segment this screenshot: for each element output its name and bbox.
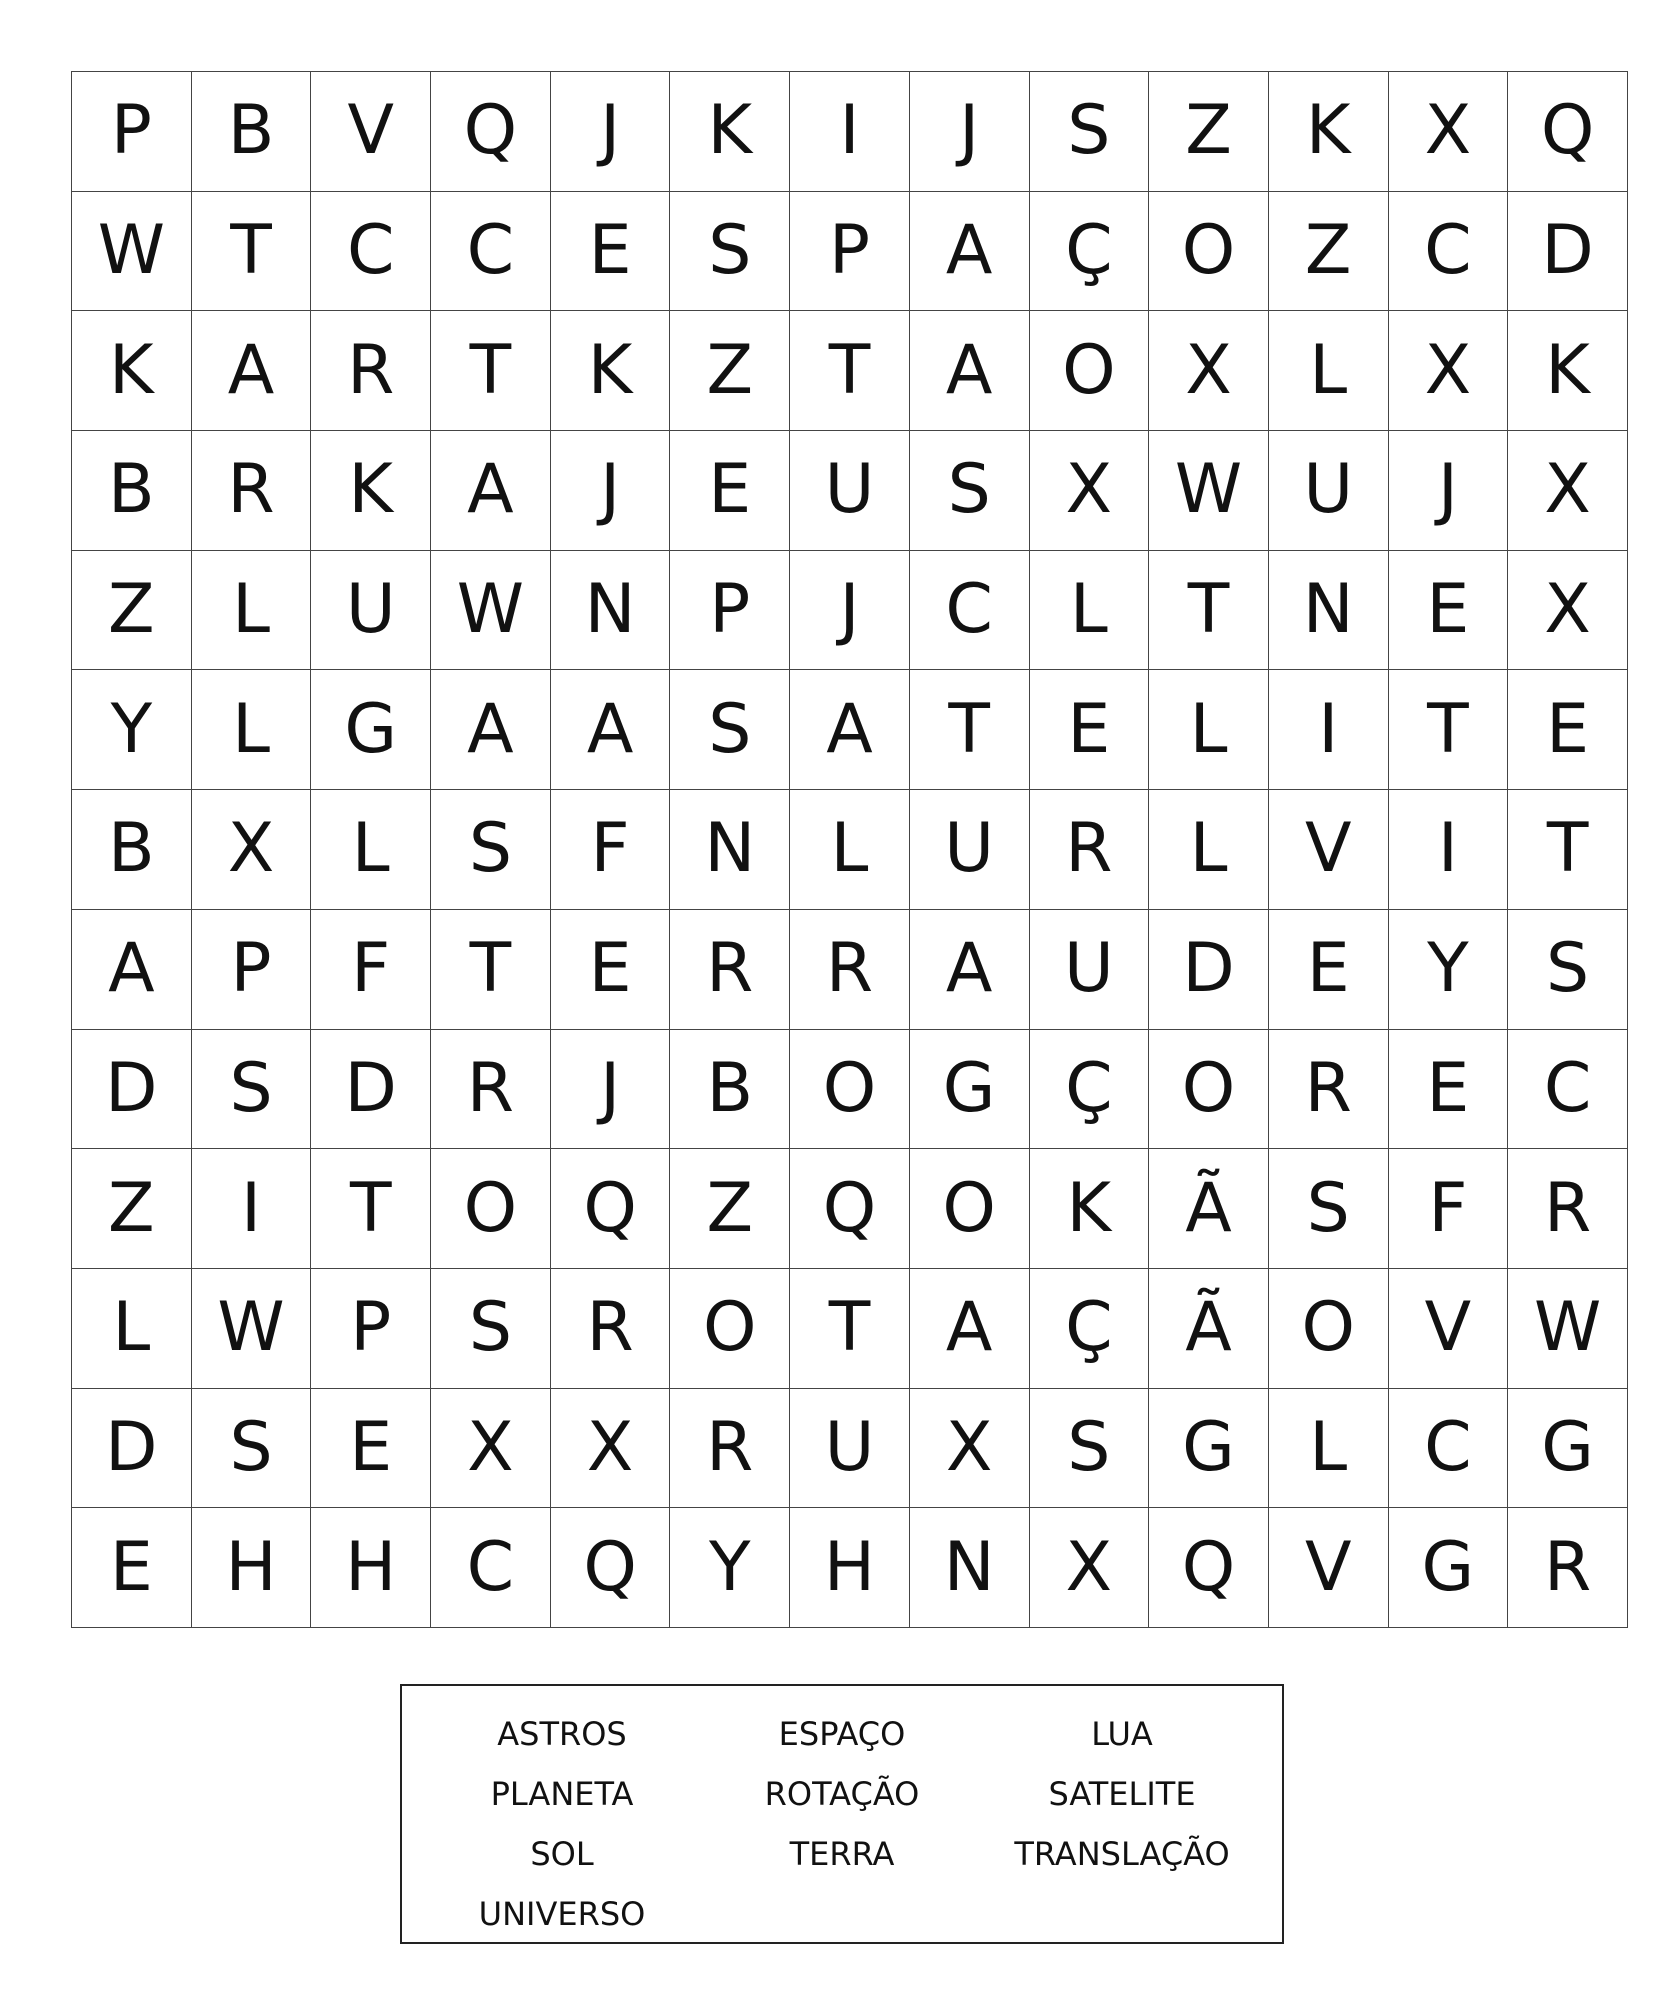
grid-cell[interactable]: D — [311, 1029, 431, 1149]
grid-cell[interactable]: V — [1268, 790, 1388, 910]
grid-cell[interactable]: F — [311, 909, 431, 1029]
grid-cell[interactable]: B — [191, 72, 311, 192]
grid-cell[interactable]: S — [1268, 1149, 1388, 1269]
grid-cell[interactable]: C — [431, 1508, 551, 1628]
grid-cell[interactable]: C — [909, 550, 1029, 670]
grid-cell[interactable]: N — [909, 1508, 1029, 1628]
grid-cell[interactable]: X — [1508, 550, 1628, 670]
grid-cell[interactable]: W — [431, 550, 551, 670]
grid-cell[interactable]: V — [311, 72, 431, 192]
grid-cell[interactable]: T — [1149, 550, 1269, 670]
grid-cell[interactable]: R — [191, 431, 311, 551]
grid-row — [72, 431, 1628, 551]
grid-cell[interactable]: T — [431, 311, 551, 431]
grid-cell[interactable]: K — [670, 72, 790, 192]
grid-cell[interactable]: B — [72, 431, 192, 551]
grid-row — [72, 550, 1628, 670]
grid-cell[interactable]: E — [1029, 670, 1149, 790]
grid-cell[interactable]: Q — [1149, 1508, 1269, 1628]
word-item: SOL — [530, 1835, 594, 1873]
grid-cell[interactable]: J — [790, 550, 910, 670]
grid-cell[interactable]: E — [670, 431, 790, 551]
grid-cell[interactable]: I — [1388, 790, 1508, 910]
grid-cell[interactable]: S — [670, 191, 790, 311]
grid-cell[interactable]: R — [311, 311, 431, 431]
grid-cell[interactable]: G — [311, 670, 431, 790]
grid-row — [72, 670, 1628, 790]
word-item: ASTROS — [497, 1715, 627, 1753]
grid-cell[interactable]: T — [311, 1149, 431, 1269]
grid-cell[interactable]: X — [1388, 72, 1508, 192]
grid-cell[interactable]: Ã — [1149, 1268, 1269, 1388]
grid-cell[interactable]: J — [909, 72, 1029, 192]
grid-cell[interactable]: A — [72, 909, 192, 1029]
grid-cell[interactable]: L — [191, 550, 311, 670]
grid-cell[interactable]: W — [72, 191, 192, 311]
grid-cell[interactable]: A — [431, 431, 551, 551]
grid-row — [72, 790, 1628, 910]
grid-cell[interactable]: G — [1149, 1388, 1269, 1508]
word-item: PLANETA — [490, 1775, 634, 1813]
grid-cell[interactable]: G — [909, 1029, 1029, 1149]
grid-cell[interactable]: W — [1508, 1268, 1628, 1388]
grid-cell[interactable]: A — [191, 311, 311, 431]
grid-cell[interactable]: L — [311, 790, 431, 910]
grid-cell[interactable]: S — [431, 1268, 551, 1388]
word-item: UNIVERSO — [478, 1895, 646, 1933]
grid-cell[interactable]: X — [1149, 311, 1269, 431]
grid-cell[interactable]: G — [1508, 1388, 1628, 1508]
grid-cell[interactable]: L — [790, 790, 910, 910]
grid-cell[interactable]: L — [1029, 550, 1149, 670]
grid-cell[interactable]: P — [790, 191, 910, 311]
grid-cell[interactable]: E — [1268, 909, 1388, 1029]
grid-cell[interactable]: U — [1029, 909, 1149, 1029]
grid-cell[interactable]: O — [1268, 1268, 1388, 1388]
grid-cell[interactable]: S — [909, 431, 1029, 551]
word-item: ESPAÇO — [778, 1715, 906, 1753]
grid-cell[interactable]: E — [1388, 550, 1508, 670]
grid-cell[interactable]: B — [670, 1029, 790, 1149]
grid-cell[interactable]: A — [790, 670, 910, 790]
grid-cell[interactable]: K — [550, 311, 670, 431]
grid-cell[interactable]: Z — [1268, 191, 1388, 311]
grid-cell[interactable]: Y — [670, 1508, 790, 1628]
grid-cell[interactable]: T — [431, 909, 551, 1029]
grid-row — [72, 909, 1628, 1029]
word-bank — [400, 1684, 1284, 1944]
grid-cell[interactable]: A — [550, 670, 670, 790]
grid-cell[interactable]: Z — [670, 311, 790, 431]
grid-row — [72, 1029, 1628, 1149]
grid-cell[interactable]: V — [1268, 1508, 1388, 1628]
grid-cell[interactable]: I — [790, 72, 910, 192]
grid-cell[interactable]: U — [1268, 431, 1388, 551]
grid-cell[interactable]: U — [311, 550, 431, 670]
grid-cell[interactable]: T — [909, 670, 1029, 790]
grid-cell[interactable]: P — [311, 1268, 431, 1388]
grid-row — [72, 311, 1628, 431]
grid-cell[interactable]: R — [550, 1268, 670, 1388]
grid-cell[interactable]: Ç — [1029, 191, 1149, 311]
grid-cell[interactable]: V — [1388, 1268, 1508, 1388]
grid-cell[interactable]: X — [550, 1388, 670, 1508]
grid-row — [72, 191, 1628, 311]
grid-cell[interactable]: T — [790, 311, 910, 431]
word-item: TERRA — [789, 1835, 895, 1873]
grid-cell[interactable]: Q — [431, 72, 551, 192]
grid-cell[interactable]: E — [550, 191, 670, 311]
grid-cell[interactable]: C — [311, 191, 431, 311]
grid-cell[interactable]: S — [1508, 909, 1628, 1029]
word-column — [983, 1704, 1260, 1942]
grid-cell[interactable]: N — [1268, 550, 1388, 670]
grid-cell[interactable]: O — [670, 1268, 790, 1388]
grid-cell[interactable]: O — [431, 1149, 551, 1269]
grid-cell[interactable]: L — [191, 670, 311, 790]
grid-cell[interactable]: L — [1268, 1388, 1388, 1508]
grid-cell[interactable]: F — [550, 790, 670, 910]
grid-cell[interactable]: U — [790, 431, 910, 551]
grid-cell[interactable]: H — [191, 1508, 311, 1628]
grid-cell[interactable]: T — [790, 1268, 910, 1388]
grid-cell[interactable]: U — [909, 790, 1029, 910]
grid-cell[interactable]: Ç — [1029, 1268, 1149, 1388]
grid-cell[interactable]: Q — [1508, 72, 1628, 192]
grid-cell[interactable]: W — [191, 1268, 311, 1388]
grid-cell[interactable]: Q — [550, 1508, 670, 1628]
grid-cell[interactable]: P — [191, 909, 311, 1029]
word-item: ROTAÇÃO — [764, 1775, 920, 1813]
grid-cell[interactable]: Q — [550, 1149, 670, 1269]
grid-cell[interactable]: K — [1268, 72, 1388, 192]
grid-cell[interactable]: I — [1268, 670, 1388, 790]
grid-cell[interactable]: Z — [1149, 72, 1269, 192]
word-column — [423, 1704, 700, 1942]
grid-cell[interactable]: C — [1508, 1029, 1628, 1149]
grid-cell[interactable]: R — [1508, 1508, 1628, 1628]
grid-cell[interactable]: E — [550, 909, 670, 1029]
grid-cell[interactable]: Y — [1388, 909, 1508, 1029]
grid-cell[interactable]: Z — [670, 1149, 790, 1269]
grid-cell[interactable]: R — [670, 909, 790, 1029]
grid-cell[interactable]: J — [550, 1029, 670, 1149]
grid-cell[interactable]: S — [191, 1029, 311, 1149]
grid-cell[interactable]: X — [1508, 431, 1628, 551]
grid-cell[interactable]: X — [191, 790, 311, 910]
grid-cell[interactable]: A — [909, 1268, 1029, 1388]
grid-cell[interactable]: H — [790, 1508, 910, 1628]
grid-cell[interactable]: N — [550, 550, 670, 670]
grid-cell[interactable]: F — [1388, 1149, 1508, 1269]
grid-cell[interactable]: X — [1029, 1508, 1149, 1628]
grid-cell[interactable]: E — [72, 1508, 192, 1628]
grid-cell[interactable]: A — [909, 191, 1029, 311]
grid-cell[interactable]: K — [1029, 1149, 1149, 1269]
grid-cell[interactable]: O — [1149, 1029, 1269, 1149]
grid-cell[interactable]: O — [1149, 191, 1269, 311]
grid-cell[interactable]: X — [431, 1388, 551, 1508]
grid-cell[interactable]: J — [1388, 431, 1508, 551]
grid-cell[interactable]: C — [1388, 191, 1508, 311]
grid-cell[interactable]: R — [790, 909, 910, 1029]
grid-cell[interactable]: R — [670, 1388, 790, 1508]
grid-cell[interactable]: I — [191, 1149, 311, 1269]
grid-row — [72, 1388, 1628, 1508]
grid-cell[interactable]: G — [1388, 1508, 1508, 1628]
grid-cell[interactable]: W — [1149, 431, 1269, 551]
grid-cell[interactable]: A — [909, 311, 1029, 431]
grid-cell[interactable]: X — [1388, 311, 1508, 431]
grid-cell[interactable]: Ã — [1149, 1149, 1269, 1269]
grid-cell[interactable]: D — [72, 1029, 192, 1149]
grid-cell[interactable]: R — [431, 1029, 551, 1149]
grid-cell[interactable]: E — [1508, 670, 1628, 790]
grid-cell[interactable]: T — [1508, 790, 1628, 910]
grid-cell[interactable]: S — [191, 1388, 311, 1508]
grid-row — [72, 1149, 1628, 1269]
grid-cell[interactable]: S — [670, 670, 790, 790]
grid-cell[interactable]: S — [1029, 72, 1149, 192]
grid-row — [72, 1268, 1628, 1388]
grid-cell[interactable]: A — [909, 909, 1029, 1029]
word-item: LUA — [1091, 1715, 1153, 1753]
grid-cell[interactable]: K — [1508, 311, 1628, 431]
grid-cell[interactable]: U — [790, 1388, 910, 1508]
grid-cell[interactable]: Q — [790, 1149, 910, 1269]
grid-cell[interactable]: R — [1508, 1149, 1628, 1269]
grid-cell[interactable]: T — [1388, 670, 1508, 790]
grid-cell[interactable]: D — [72, 1388, 192, 1508]
grid-cell[interactable]: Y — [72, 670, 192, 790]
grid-cell[interactable]: N — [670, 790, 790, 910]
grid-cell[interactable]: K — [72, 311, 192, 431]
grid-cell[interactable]: Z — [72, 550, 192, 670]
grid-cell[interactable]: E — [311, 1388, 431, 1508]
grid-cell[interactable]: Z — [72, 1149, 192, 1269]
grid-row — [72, 72, 1628, 192]
grid-cell[interactable]: D — [1149, 909, 1269, 1029]
word-column — [703, 1704, 980, 1942]
grid-cell[interactable]: O — [1029, 311, 1149, 431]
grid-cell[interactable]: P — [670, 550, 790, 670]
grid-cell[interactable]: E — [1388, 1029, 1508, 1149]
letter-grid — [71, 71, 1628, 1628]
grid-cell[interactable]: L — [1149, 790, 1269, 910]
grid-cell[interactable]: D — [1508, 191, 1628, 311]
grid-cell[interactable]: C — [1388, 1388, 1508, 1508]
grid-cell[interactable]: L — [1149, 670, 1269, 790]
grid-cell[interactable]: C — [431, 191, 551, 311]
grid-cell[interactable]: K — [311, 431, 431, 551]
grid-cell[interactable]: B — [72, 790, 192, 910]
grid-cell[interactable]: R — [1029, 790, 1149, 910]
grid-cell[interactable]: Ç — [1029, 1029, 1149, 1149]
grid-cell[interactable]: O — [909, 1149, 1029, 1269]
grid-cell[interactable]: X — [1029, 431, 1149, 551]
grid-row — [72, 1508, 1628, 1628]
grid-cell[interactable]: T — [191, 191, 311, 311]
grid-cell[interactable]: X — [909, 1388, 1029, 1508]
grid-cell[interactable]: J — [550, 72, 670, 192]
grid-cell[interactable]: P — [72, 72, 192, 192]
word-item: SATELITE — [1048, 1775, 1196, 1813]
grid-cell[interactable]: L — [1268, 311, 1388, 431]
grid-cell[interactable]: R — [1268, 1029, 1388, 1149]
grid-cell[interactable]: S — [1029, 1388, 1149, 1508]
word-item: TRANSLAÇÃO — [1014, 1835, 1230, 1873]
grid-cell[interactable]: L — [72, 1268, 192, 1388]
grid-cell[interactable]: A — [431, 670, 551, 790]
grid-cell[interactable]: O — [790, 1029, 910, 1149]
grid-cell[interactable]: J — [550, 431, 670, 551]
grid-cell[interactable]: H — [311, 1508, 431, 1628]
grid-cell[interactable]: S — [431, 790, 551, 910]
